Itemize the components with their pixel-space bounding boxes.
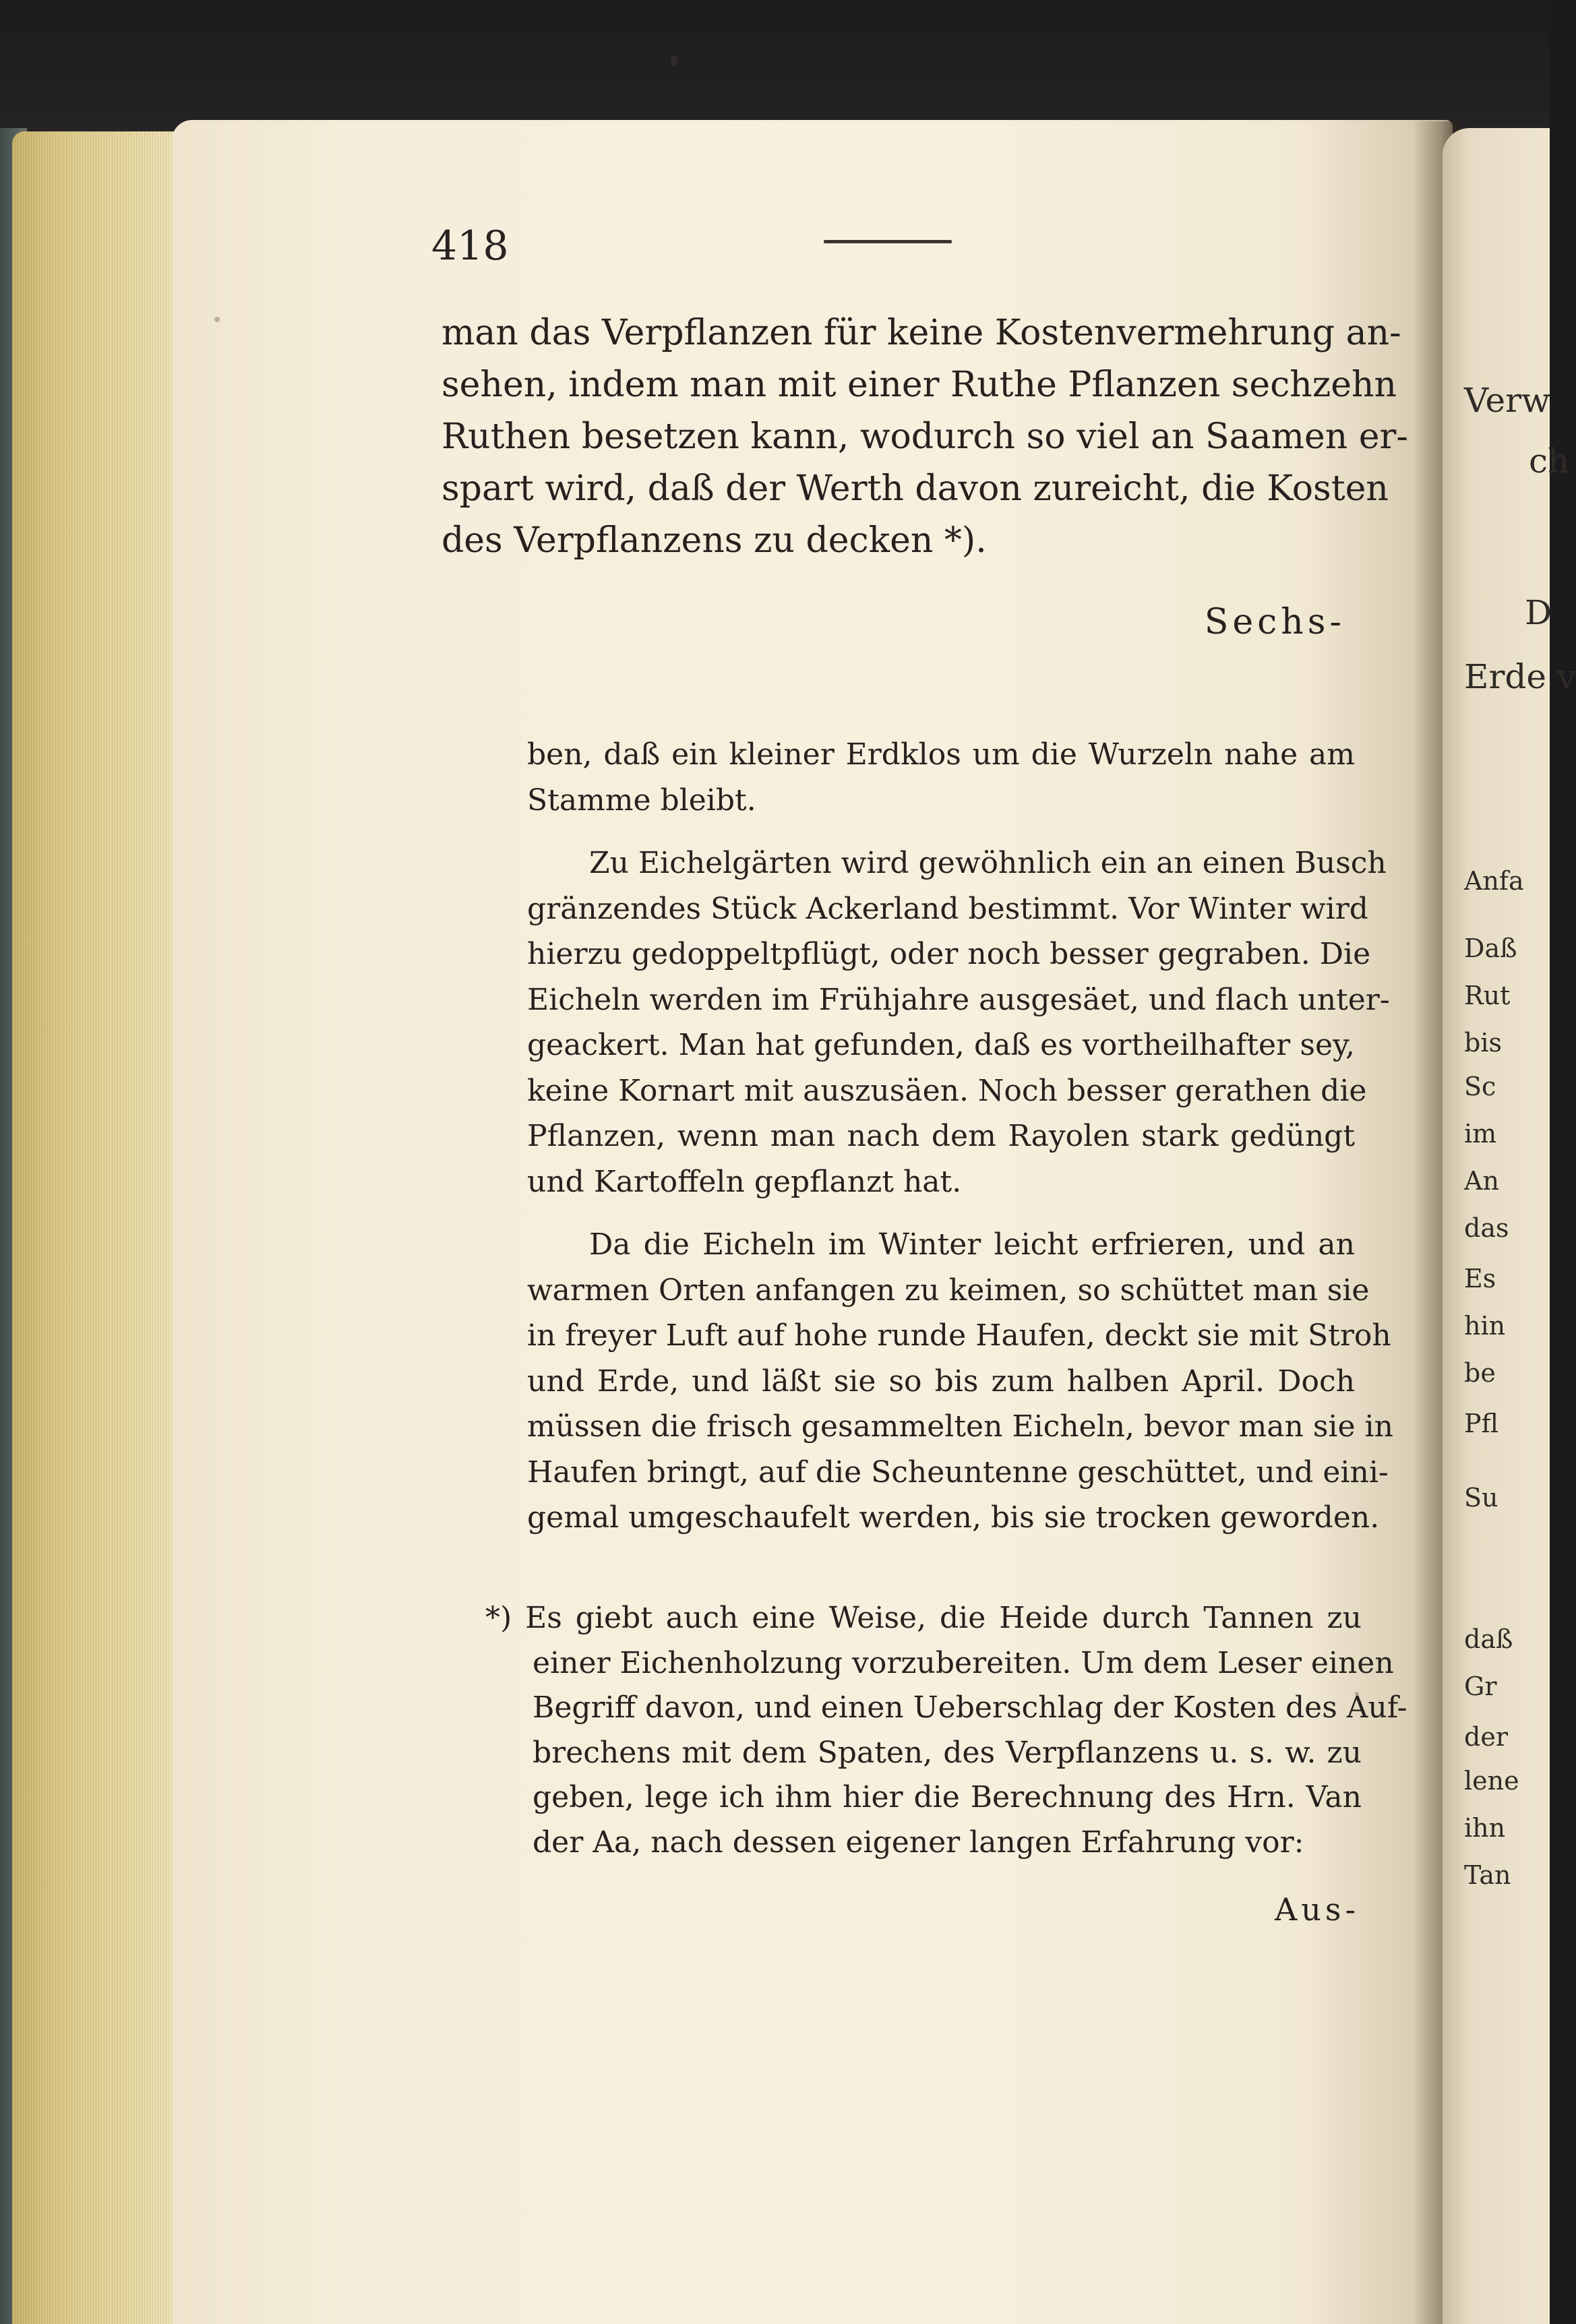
facing-page-line: Verw <box>1464 381 1550 420</box>
text-line: geackert. Man hat gefunden, daß es vortheilhafter sey, <box>527 1028 1355 1062</box>
facing-page-line: bis <box>1464 1028 1502 1058</box>
text-line: Da die Eicheln im Winter leicht erfrieren, und an <box>589 1227 1355 1262</box>
page-number: 418 <box>431 222 509 270</box>
footnote-catchword: Aus- <box>1275 1891 1360 1928</box>
catchword: Sechs- <box>1204 602 1345 642</box>
text-line: Stamme bleibt. <box>527 783 756 818</box>
text-line: und Kartoffeln gepflanzt hat. <box>527 1164 962 1199</box>
facing-page-line: Es <box>1464 1264 1496 1293</box>
facing-page-line: Sc <box>1464 1072 1496 1101</box>
text-line: hierzu gedoppeltpflügt, oder noch besser gegraben. Die <box>527 937 1371 971</box>
facing-page-line: hin <box>1464 1311 1506 1341</box>
text-line: Haufen bringt, auf die Scheuntenne geschüttet, und eini- <box>527 1455 1389 1490</box>
text-line: warmen Orten anfangen zu keimen, so schüttet man sie <box>527 1273 1370 1308</box>
text-line: spart wird, daß der Werth davon zureicht, die Kosten <box>442 468 1389 509</box>
text-line: Begriff davon, und einen Ueberschlag der Kosten des Auf- <box>533 1690 1407 1725</box>
text-line: brechens mit dem Spaten, des Verpflanzens u. s. w. zu <box>533 1735 1362 1770</box>
facing-page-line: ihn <box>1464 1813 1506 1843</box>
facing-page-line: lene <box>1464 1766 1519 1796</box>
header-rule <box>824 240 952 243</box>
facing-page-line: daß <box>1464 1624 1513 1654</box>
main-text-block <box>442 307 1408 567</box>
text-line: geben, lege ich ihm hier die Berechnung des Hrn. Van <box>533 1780 1362 1814</box>
footnote-block <box>485 1596 1407 1865</box>
page-block-edges <box>12 131 181 2324</box>
text-line: keine Kornart mit auszusäen. Noch besser gerathen die <box>527 1073 1367 1108</box>
facing-page-line: D <box>1525 593 1552 632</box>
facing-page-line: ch <box>1529 441 1570 481</box>
text-line: sehen, indem man mit einer Ruthe Pflanzen sechzehn <box>442 365 1397 405</box>
paragraph-gap <box>527 823 1355 840</box>
text-line: ben, daß ein kleiner Erdklos um die Wurzeln nahe am <box>527 737 1355 772</box>
facing-page-line: Anfa <box>1464 866 1524 896</box>
text-line: und Erde, und läßt sie so bis zum halben April. Doch <box>527 1364 1355 1399</box>
facing-page-line: Rut <box>1464 981 1511 1010</box>
text-line: in freyer Luft auf hohe runde Haufen, deckt sie mit Stroh <box>527 1318 1391 1353</box>
facing-page-line: Gr <box>1464 1672 1497 1701</box>
facing-page-line: Daß <box>1464 934 1517 963</box>
text-line: Zu Eichelgärten wird gewöhnlich ein an einen Busch <box>589 846 1387 880</box>
dust-speck <box>214 317 220 322</box>
section-text-block <box>527 732 1393 1541</box>
text-line: *) Es giebt auch eine Weise, die Heide durch Tannen zu <box>485 1601 1362 1635</box>
facing-page-line: Tan <box>1464 1860 1511 1890</box>
facing-page-line: Su <box>1464 1483 1498 1512</box>
text-line: gemal umgeschaufelt werden, bis sie trocken geworden. <box>527 1500 1380 1535</box>
facing-page-line: der <box>1464 1722 1508 1752</box>
facing-page-line: Erde v <box>1464 657 1576 696</box>
facing-page-line: das <box>1464 1213 1509 1243</box>
facing-page-line: im <box>1464 1119 1497 1149</box>
dust-speck <box>671 55 677 66</box>
facing-page-line: Pfl <box>1464 1409 1498 1438</box>
text-line: der Aa, nach dessen eigener langen Erfahrung vor: <box>533 1825 1304 1860</box>
text-line: Ruthen besetzen kann, wodurch so viel an Saamen er- <box>442 417 1408 457</box>
text-line: müssen die frisch gesammelten Eicheln, bevor man sie in <box>527 1409 1393 1444</box>
text-line: des Verpflanzens zu decken *). <box>442 520 987 561</box>
facing-page-line: be <box>1464 1358 1496 1388</box>
facing-page-line: An <box>1464 1166 1499 1196</box>
text-line: man das Verpflanzen für keine Kostenvermehrung an- <box>442 313 1401 353</box>
paragraph-gap <box>527 1204 1355 1222</box>
text-line: Pflanzen, wenn man nach dem Rayolen stark gedüngt <box>527 1119 1355 1153</box>
text-line: einer Eichenholzung vorzubereiten. Um dem Leser einen <box>533 1645 1394 1680</box>
text-line: Eicheln werden im Frühjahre ausgesäet, und flach unter- <box>527 982 1390 1017</box>
text-line: gränzendes Stück Ackerland bestimmt. Vor Winter wird <box>527 891 1368 926</box>
